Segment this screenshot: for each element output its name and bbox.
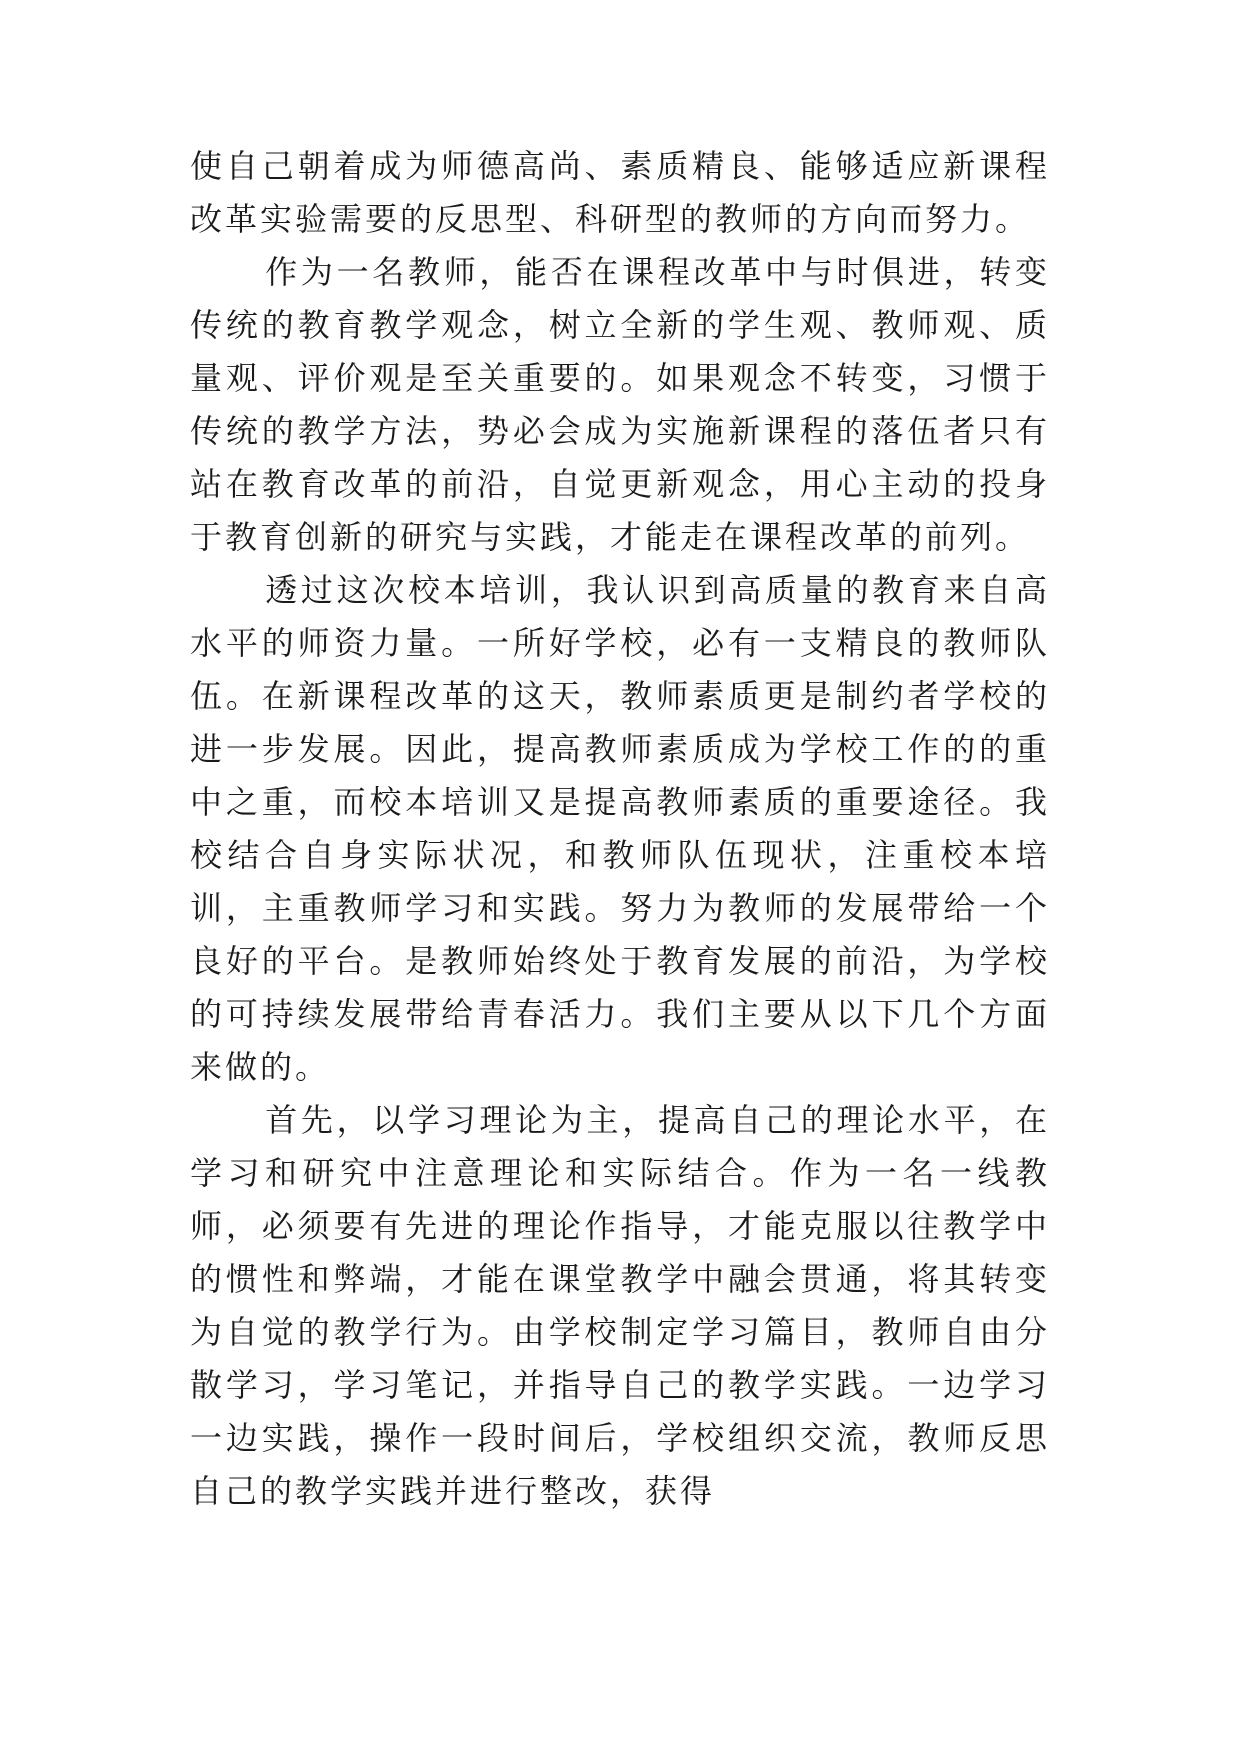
paragraph-2: 作为一名教师，能否在课程改革中与时俱进，转变传统的教育教学观念，树立全新的学生观、教师观、质量观、评价观是至关重要的。如果观念不转变，习惯于传统的教学方法，势必会成为实施新课程的落伍者只有站在教育改革的前沿，自觉更新观念，用心主动的投身于教育创新的研究与实践，才能走在课程改革的前列。 — [190, 253, 1050, 556]
paragraph-1: 使自己朝着成为师德高尚、素质精良、能够适应新课程改革实验需要的反思型、科研型的教师的方向而努力。 — [190, 147, 1050, 238]
paragraph-4: 首先，以学习理论为主，提高自己的理论水平，在学习和研究中注意理论和实际结合。作为一名一线教师，必须要有先进的理论作指导，才能克服以往教学中的惯性和弊端，才能在课堂教学中融会贯通，将其转变为自觉的教学行为。由学校制定学习篇目，教师自由分散学习，学习笔记，并指导自己的教学实践。一边学习一边实践，操作一段时间后，学校组织交流，教师反思自己的教学实践并进行整改，获得 — [190, 1101, 1050, 1510]
paragraph-3: 透过这次校本培训，我认识到高质量的教育来自高水平的师资力量。一所好学校，必有一支精良的教师队伍。在新课程改革的这天，教师素质更是制约者学校的进一步发展。因此，提高教师素质成为学校工作的的重中之重，而校本培训又是提高教师素质的重要途径。我校结合自身实际状况，和教师队伍现状，注重校本培训，主重教师学习和实践。努力为教师的发展带给一个良好的平台。是教师始终处于教育发展的前沿，为学校的可持续发展带给青春活力。我们主要从以下几个方面来做的。 — [190, 571, 1050, 1086]
document-body — [190, 140, 1050, 1640]
